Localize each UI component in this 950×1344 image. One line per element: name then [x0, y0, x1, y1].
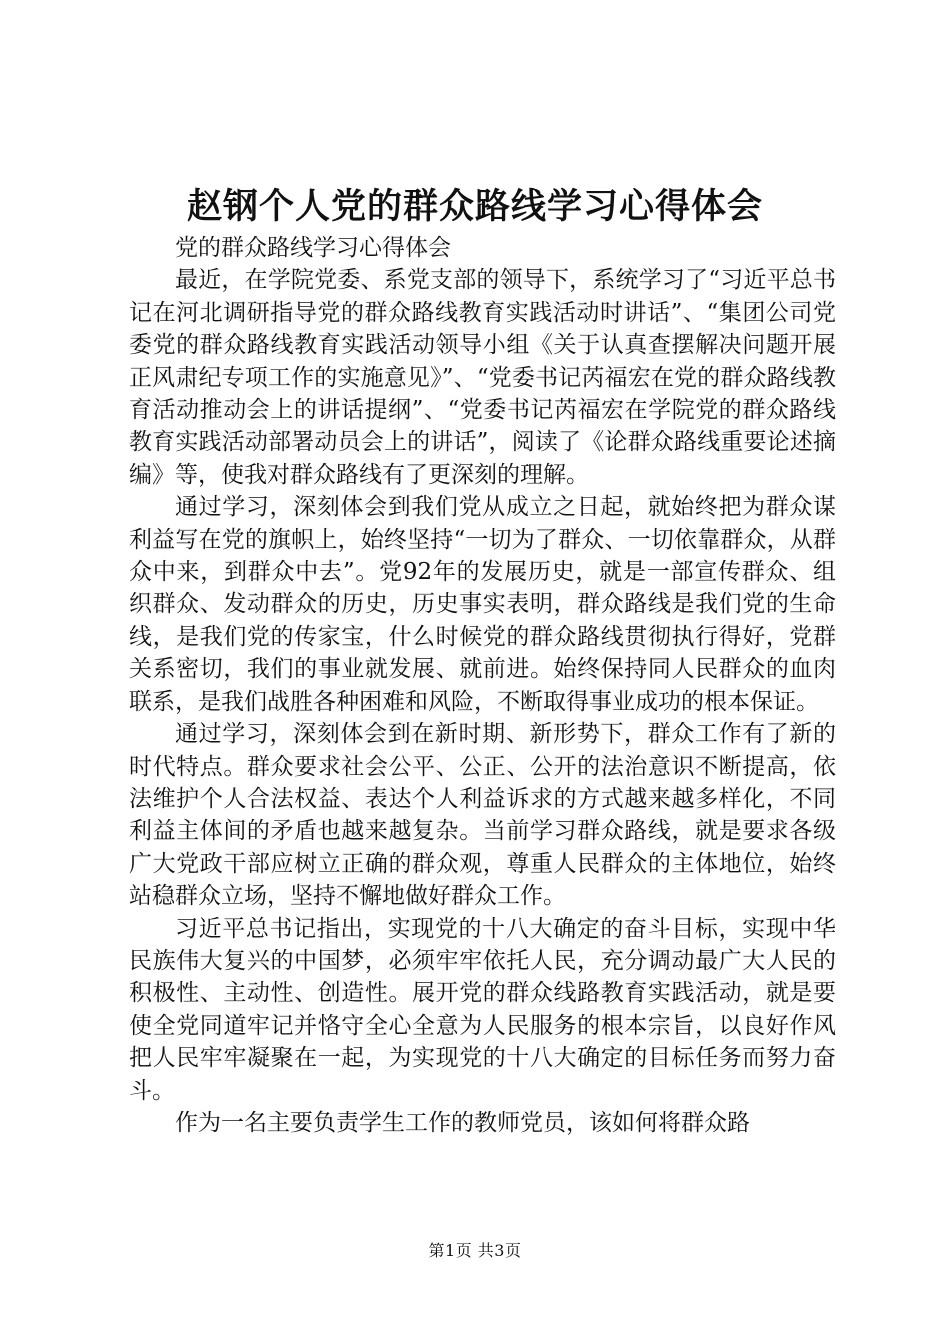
paragraph-1: 最近，在学院党委、系党支部的领导下，系统学习了“习近平总书记在河北调研指导党的群众路线教育实践活动时讲话”、“集团公司党委党的群众路线教育实践活动领导小组《关于认真查摆解决问题开展正风肃纪专项工作的实施意见》”、“党委书记芮福宏在党的群众路线教育活动推动会上的讲话提纲”、“党委书记芮福宏在学院党的群众路线教育实践活动部署动员会上的讲话”，阅读了《论群众路线重要论述摘编》等，使我对群众路线有了更深刻的理解。: [129, 267, 836, 488]
paragraph-3: 通过学习，深刻体会到在新时期、新形势下，群众工作有了新的时代特点。群众要求社会公平、公正、公开的法治意识不断提高，依法维护个人合法权益、表达个人利益诉求的方式越来越多样化，不同利益主体间的矛盾也越来越复杂。当前学习群众路线，就是要求各级广大党政干部应树立正确的群众观，尊重人民群众的主体地位，始终站稳群众立场，坚持不懈地做好群众工作。: [129, 721, 836, 910]
page-footer: 第1页 共3页: [428, 1241, 522, 1260]
document-title: 赵钢个人党的群众路线学习心得体会: [186, 186, 763, 227]
document-body: [129, 232, 836, 1139]
paragraph-4: 习近平总书记指出，实现党的十八大确定的奋斗目标，实现中华民族伟大复兴的中国梦，必须牢牢依托人民，充分调动最广大人民的积极性、主动性、创造性。展开党的群众线路教育实践活动，就是要使全党同道牢记并恪守全心全意为人民服务的根本宗旨，以良好作风把人民牢牢凝聚在一起，为实现党的十八大确定的目标任务而努力奋斗。: [129, 915, 836, 1104]
paragraph-2: 通过学习，深刻体会到我们党从成立之日起，就始终把为群众谋利益写在党的旗帜上，始终坚持“一切为了群众、一切依靠群众，从群众中来，到群众中去”。党92年的发展历史，就是一部宣传群众、组织群众、发动群众的历史，历史事实表明，群众路线是我们党的生命线，是我们党的传家宝，什么时候党的群众路线贯彻执行得好，党群关系密切，我们的事业就发展、就前进。始终保持同人民群众的血肉联系，是我们战胜各种困难和风险，不断取得事业成功的根本保证。: [129, 494, 836, 715]
paragraph-5: 作为一名主要负责学生工作的教师党员，该如何将群众路: [175, 1109, 750, 1136]
paragraph-subtitle: 党的群众路线学习心得体会: [175, 235, 451, 261]
